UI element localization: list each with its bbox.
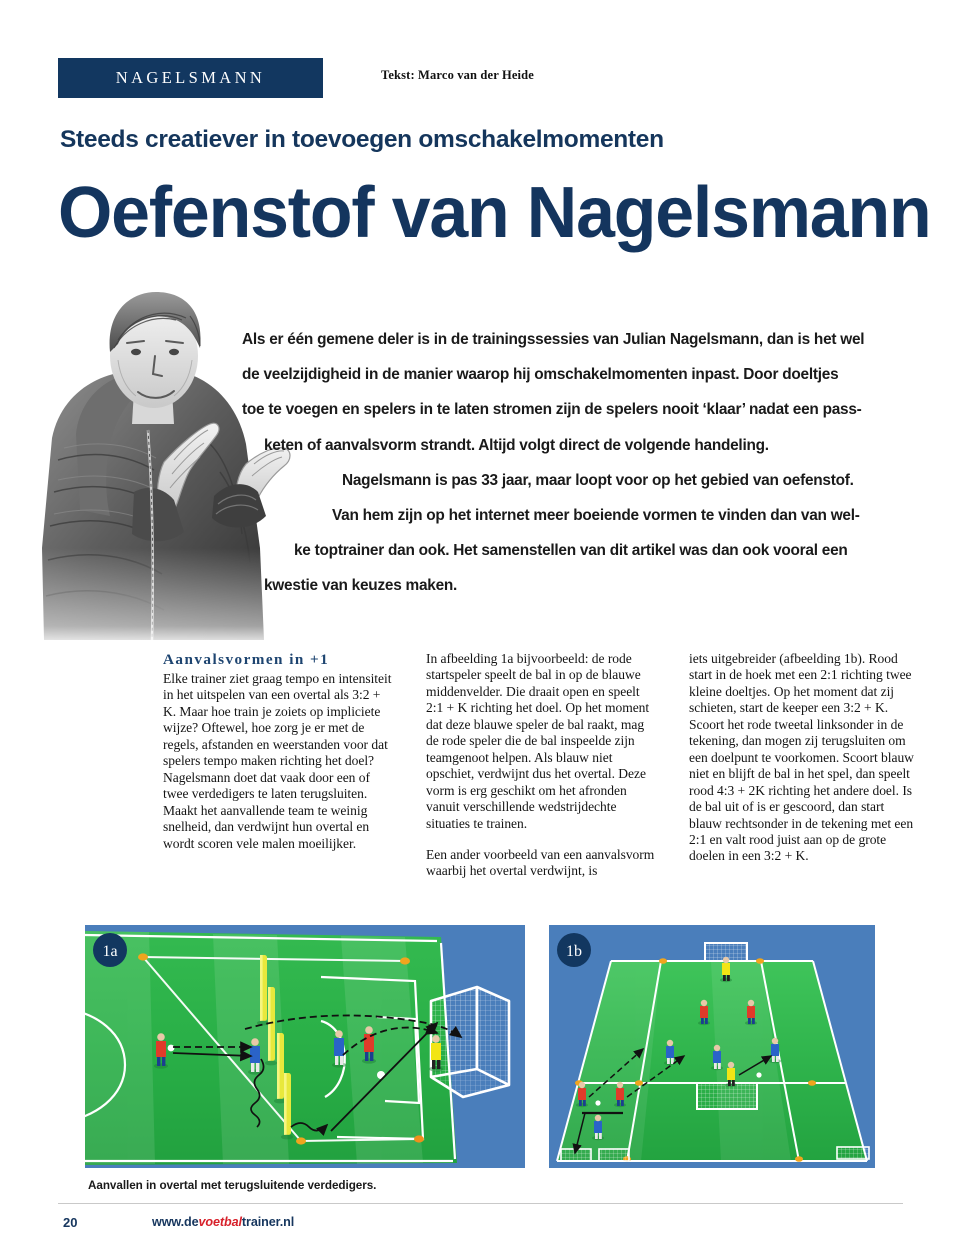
goal [431,987,509,1097]
svg-text:1b: 1b [566,943,582,960]
figure-1b [549,925,875,1168]
ball [756,1072,761,1077]
column-heading: Aanvalsvormen in +1 [163,651,330,668]
lead-paragraph [232,322,928,604]
column2-paragraph-1: In afbeelding 1a bijvoorbeeld: de rode startspeler speelt de bal in op de blauwe middenvelder. Die draait open en speelt 2:1 + K richting het doel. Op het moment dat deze blauwe speler de bal raakt, mag de rode speler die de bal inspeelde zijn teamgenoot helpen. Als blauw niet opschiet, verdwijnt dus het overtal. Deze vorm is erg geschikt om het afronden vanuit verschillende wedstrijdechte situaties te trainen. [426,651,650,831]
body-column-2 [426,651,655,880]
site-suffix: trainer.nl [241,1215,295,1229]
lead-line-8: kwestie van keuzes maken. [264,577,458,595]
ball [595,1100,600,1105]
svg-text:1a: 1a [102,943,118,960]
byline: Tekst: Marco van der Heide [381,68,534,82]
article-subtitle: Steeds creatiever in toevoegen omschakelmomenten [60,126,664,153]
figure-1a [85,925,525,1168]
lead-line-4: keten of aanvalsvorm strandt. Altijd volgt direct de volgende handeling. [264,436,769,454]
footer-divider [58,1203,903,1204]
article-title: Oefenstof van Nagelsmann [58,173,931,253]
body-column-3 [689,651,918,880]
lead-line-7: ke toptrainer dan ook. Het samenstellen van dit artikel was dan ook vooral een [294,542,848,560]
lead-line-3: toe te voegen en spelers in te laten stromen zijn de spelers nooit ‘klaar’ nadat een pass- [242,401,862,419]
page-number: 20 [63,1215,78,1230]
site-accent: voetbal [198,1215,242,1229]
lead-line-1: Als er één gemene deler is in de trainingssessies van Julian Nagelsmann, dan is het wel [242,331,865,348]
goal [697,1083,757,1109]
site-prefix: www.de [152,1215,199,1229]
column3-paragraph-1: iets uitgebreider (afbeelding 1b). Rood start in de hoek met een 2:1 richting twee kleine doeltjes. Op het moment dat zij schieten, start de keeper een 3:2 + K. Scoort het rode tweetal linksonder in de tekening, dan mogen zij terugsluiten om een doelpunt te voorkomen. Scoort blauw niet en blijft de bal in het spel, dan speelt rood 4:3 + 2K richting het andere doel. Is de bal uit of is er gescoord, dan start blauw rechtsonder in de tekening met een 2:1 en valt rood juist aan op de grote doelen in een 3:2 + K. [689,651,914,864]
body-columns [163,651,918,880]
figure-badge-1a [93,933,127,967]
body-column-1 [163,651,392,880]
section-kicker-label: NAGELSMANN [115,68,266,87]
lead-line-2: de veelzijdigheid in de manier waarop hij omschakelmomenten inpast. Door doeltjes [242,366,839,384]
column2-paragraph-2: Een ander voorbeeld van een aanvalsvorm waarbij het overtal verdwijnt, is [426,846,655,879]
website-url [152,1215,294,1229]
column1-paragraph-1: Elke trainer ziet graag tempo en intensiteit in het uitspelen van een overtal als 3:2 + K. Maar hoe train je zoiets op impliciete wijze? Oftewel, hoe zorg je er met de regels, afstanden en weerstanden voor dat spelers tempo maken richting het doel? Nagelsmann doet dat vaak door een of twee verdedigers te laten terugsluiten. Maakt het aanvallende team te weinig snelheid, dan verdwijnt hun overtal en wordt scoren vele malen moeilijker. [163,671,392,851]
figure-group [85,925,875,1168]
figure-caption: Aanvallen in overtal met terugsluitende verdedigers. [88,1179,377,1192]
lead-line-5: Nagelsmann is pas 33 jaar, maar loopt voor op het gebied van oefenstof. [342,471,854,489]
lead-line-6: Van hem zijn op het internet meer boeiende vormen te vinden dan van wel- [332,507,860,525]
figure-badge-1b [557,933,591,967]
